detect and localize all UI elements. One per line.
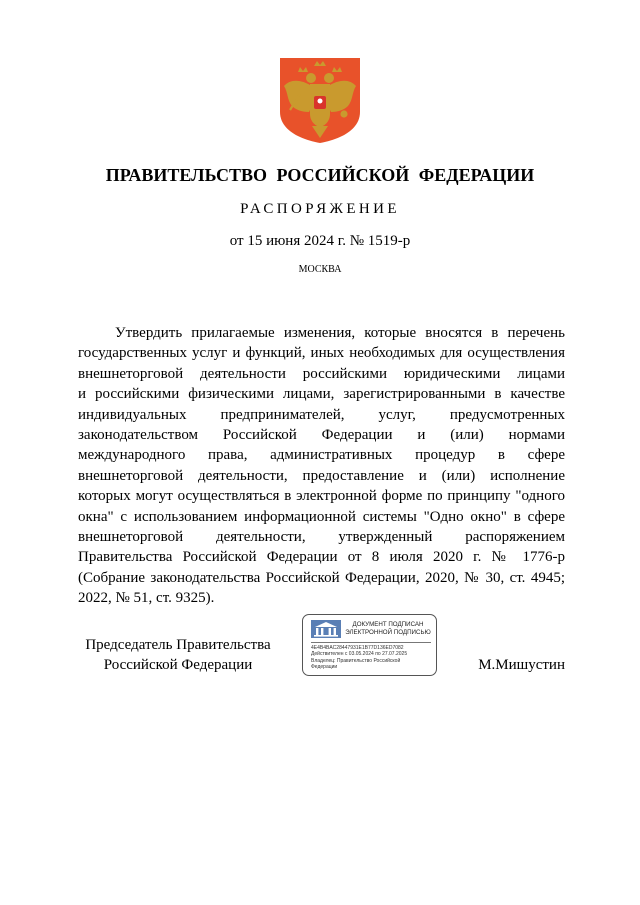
body-line: (Собрание законодательства Российской Федерации, 2020, № 30, ст. 4945;: [78, 569, 565, 586]
stamp-owner-line2: Федерации: [311, 664, 338, 671]
russian-coat-of-arms-icon: [276, 56, 364, 144]
signatory-position-line2: Российской Федерации: [103, 657, 253, 673]
body-line: и российскими физическими лицами, зарегистрированными в качестве: [78, 386, 565, 403]
body-line: внешнеторговой деятельности, утвержденный распоряжением: [78, 528, 565, 545]
body-line: индивидуальных предпринимателей, услуг, предусмотренных: [78, 406, 565, 423]
stamp-divider: [311, 642, 431, 643]
body-line: окна" с использованием информационной системы "Одно окно" в сфере: [78, 508, 565, 525]
body-line: государственных услуг и функций, иных необходимых для осуществления: [78, 345, 565, 362]
body-line: 2022, № 51, ст. 9325).: [78, 590, 215, 607]
stamp-certificate: 4E4B4BAC28447931E1B77D136ED7082: [311, 645, 404, 651]
body-line: международного права, административных процедур в сфере: [78, 447, 565, 464]
body-line: внешнеторговой деятельности российскими юридическими лицами: [78, 365, 565, 382]
stamp-details: [311, 645, 435, 671]
body-line: законодательством Российской Федерации и (или) нормами: [78, 426, 565, 443]
stamp-title: [341, 621, 435, 637]
body-line: которых могут осуществляться в электронной форме по принципу "одного: [78, 488, 565, 505]
body-line: Правительства Российской Федерации от 8 июля 2020 г. № 1776-р: [78, 549, 565, 566]
stamp-validity: Действителен с 03.05.2024 по 27.07.2025: [311, 651, 408, 658]
government-title: ПРАВИТЕЛЬСТВО РОССИЙСКОЙ ФЕДЕРАЦИИ: [105, 165, 535, 185]
signatory-position-line1: Председатель Правительства: [85, 637, 271, 653]
signatory-position: [78, 635, 278, 675]
stamp-title-line1: ДОКУМЕНТ ПОДПИСАН: [352, 621, 424, 628]
document-body: [78, 323, 565, 608]
electronic-signature-stamp: [302, 614, 437, 676]
signatory-name: М.Мишустин: [478, 657, 565, 673]
stamp-owner-line1: Владелец: Правительство Российской: [311, 657, 401, 664]
body-line: внешнеторговой деятельности, предоставление и (или) исполнение: [78, 467, 565, 484]
stamp-title-line2: ЭЛЕКТРОННОЙ ПОДПИСЬЮ: [345, 629, 431, 636]
body-line: Утвердить прилагаемые изменения, которые вносятся в перечень: [115, 325, 565, 341]
coat-of-arms-emblem: [276, 56, 364, 144]
document-type: РАСПОРЯЖЕНИЕ: [240, 201, 400, 217]
document-date-number: от 15 июня 2024 г. № 1519-р: [229, 233, 411, 249]
government-building-icon: [311, 620, 341, 638]
document-city: МОСКВА: [298, 264, 342, 275]
